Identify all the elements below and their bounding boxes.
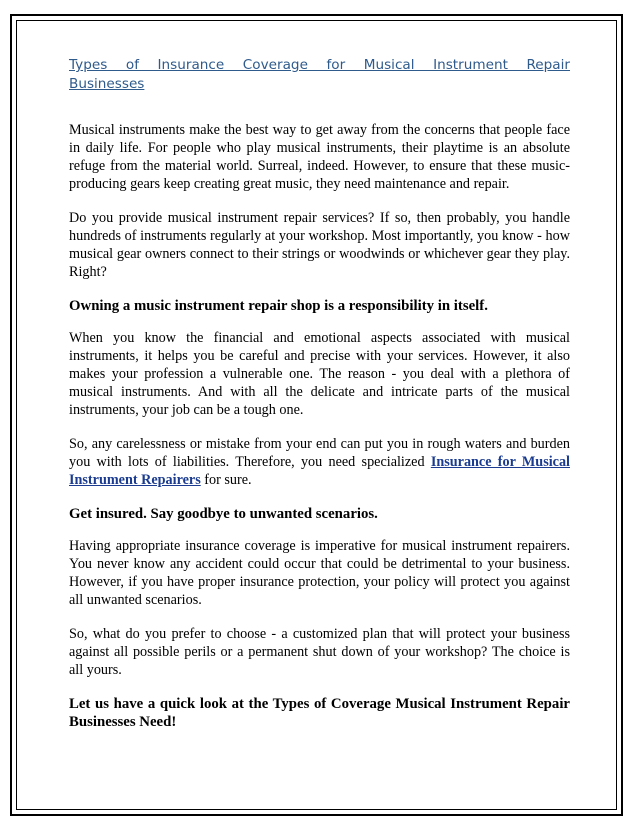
liabilities-text: So, any carelessness or mistake from your end can put you in rough waters and burden you with lots of liabilities. Therefore, you need specialized <box>69 436 570 470</box>
insurance-link[interactable]: Insurance for Musical Instrument Repairers <box>69 454 570 488</box>
document-body <box>69 56 570 747</box>
paragraph-liabilities <box>69 435 570 489</box>
paragraph-aspects: When you know the financial and emotional aspects associated with musical instruments, it helps you be careful and precise with your services. However, it also makes your profession a vulnerable one. The reason - you deal with a plethora of musical instruments. And with all the delicate and intricate parts of the musical instruments, your job can be a tough one. <box>69 330 570 418</box>
heading-quick-look: Let us have a quick look at the Types of Coverage Musical Instrument Repair Businesses Need! <box>69 696 570 730</box>
document-title: Types of Insurance Coverage for Musical Instrument Repair Businesses <box>69 57 570 92</box>
heading-get-insured: Get insured. Say goodbye to unwanted scenarios. <box>69 506 378 522</box>
paragraph-choice: So, what do you prefer to choose - a customized plan that will protect your business against all possible perils or a permanent shut down of your workshop? The choice is all yours. <box>69 626 570 678</box>
liabilities-text-end: for sure. <box>200 472 252 488</box>
paragraph-services: Do you provide musical instrument repair services? If so, then probably, you handle hundreds of instruments regularly at your workshop. Most importantly, you know - how musical gear owners connect to their strings or woodwinds or whichever gear they play. Right? <box>69 210 570 280</box>
heading-responsibility: Owning a music instrument repair shop is a responsibility in itself. <box>69 298 488 314</box>
paragraph-coverage: Having appropriate insurance coverage is imperative for musical instrument repairers. You never know any accident could occur that could be detrimental to your business. However, if you have proper insurance protection, your policy will protect you against all unwanted scenarios. <box>69 538 570 608</box>
paragraph-intro: Musical instruments make the best way to get away from the concerns that people face in daily life. For people who play musical instruments, their playtime is an absolute refuge from the material world. Surreal, indeed. However, to ensure that these music-producing gears keep creating great music, they need maintenance and repair. <box>69 122 570 192</box>
